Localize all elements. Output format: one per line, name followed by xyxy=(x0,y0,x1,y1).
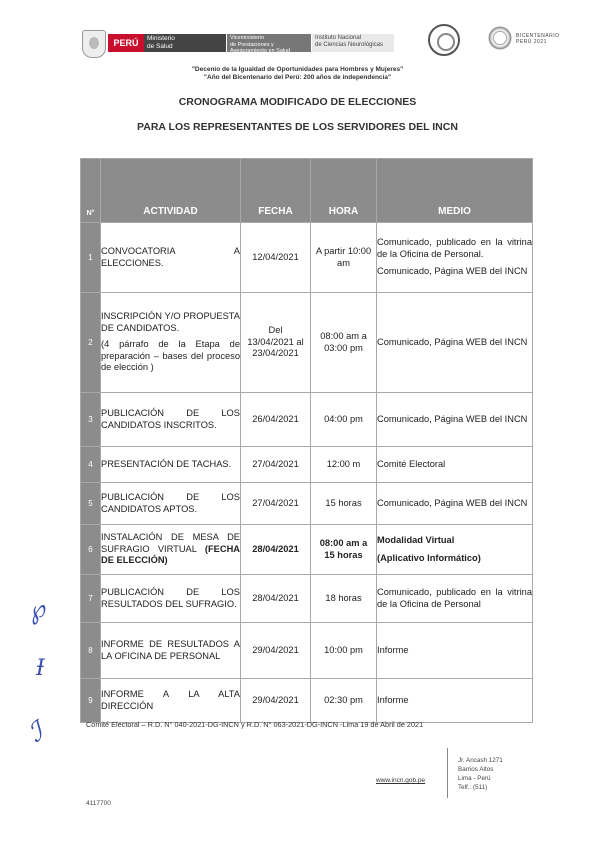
row-actividad: PUBLICACIÓN DE LOS CANDIDATOS APTOS. xyxy=(101,483,241,525)
row-medio: Comunicado, publicado en la vitrina de la Oficina de Personal. Comunicado, Página WEB del INCN xyxy=(377,223,533,293)
document-subtitle: PARA LOS REPRESENTANTES DE LOS SERVIDORES DEL INCN xyxy=(137,121,458,133)
row-num: 3 xyxy=(81,393,101,447)
row-hora: A partir 10:00 am xyxy=(311,223,377,293)
row-fecha: 27/04/2021 xyxy=(241,447,311,483)
table-header-row xyxy=(81,159,533,223)
decenio-text: "Decenio de la Igualdad de Oportunidades para Hombres y Mujeres" "Año del Bicentenario del Perú: 200 años de independencia" xyxy=(191,66,404,81)
schedule-table xyxy=(80,158,533,723)
document-title: CRONOGRAMA MODIFICADO DE ELECCIONES xyxy=(178,96,417,108)
row-actividad: PRESENTACIÓN DE TACHAS. xyxy=(101,447,241,483)
row-actividad: INSTALACIÓN DE MESA DE SUFRAGIO VIRTUAL (FECHA DE ELECCIÓN) xyxy=(101,525,241,575)
comite-note: Comité Electoral – R.D. N° 040-2021-DG-INCN y R.D. N° 063-2021-DG-INCN -Lima 19 de Abril de 2021 xyxy=(86,720,424,729)
row-medio: Comunicado, Página WEB del INCN xyxy=(377,393,533,447)
header-actividad: ACTIVIDAD xyxy=(101,159,241,223)
row-actividad: CONVOCATORIA A ELECCIONES. xyxy=(101,223,241,293)
row-num: 6 xyxy=(81,525,101,575)
row-fecha: 28/04/2021 xyxy=(241,575,311,623)
bicentenario-logo-icon xyxy=(486,24,514,52)
row-fecha: 29/04/2021 xyxy=(241,623,311,679)
row-medio: Informe xyxy=(377,623,533,679)
row-actividad: INFORME A LA ALTA DIRECCIÓN xyxy=(101,679,241,723)
row-num: 8 xyxy=(81,623,101,679)
row-num: 1 xyxy=(81,223,101,293)
row-actividad: INFORME DE RESULTADOS A LA OFICINA DE PERSONAL xyxy=(101,623,241,679)
table-row xyxy=(81,293,533,393)
row-actividad: PUBLICACIÓN DE LOS RESULTADOS DEL SUFRAGIO. xyxy=(101,575,241,623)
ministerio-label: Ministerio de Salud xyxy=(144,34,226,52)
address-block: Jr. Ancash 1271 Barrios Altos Lima - Perú Telf.: (511) xyxy=(458,757,503,791)
row-actividad: PUBLICACIÓN DE LOS CANDIDATOS INSCRITOS. xyxy=(101,393,241,447)
table-row xyxy=(81,483,533,525)
row-medio: Comité Electoral xyxy=(377,447,533,483)
row-actividad: INSCRIPCIÓN Y/O PROPUESTA DE CANDIDATOS. (4 párrafo de la Etapa de preparación – bases del proceso de elección ) xyxy=(101,293,241,393)
table-row xyxy=(81,223,533,293)
footer-divider xyxy=(447,748,448,798)
row-hora: 18 horas xyxy=(311,575,377,623)
peru-shield-icon xyxy=(82,30,106,58)
row-medio: Modalidad Virtual (Aplicativo Informático) xyxy=(377,525,533,575)
row-fecha: 12/04/2021 xyxy=(241,223,311,293)
handwritten-signature: ℘ xyxy=(23,593,50,627)
row-hora: 12:00 m xyxy=(311,447,377,483)
header-hora: HORA xyxy=(311,159,377,223)
header-num: N° xyxy=(81,159,101,223)
website-link[interactable]: www.incn.gob.pe xyxy=(376,777,426,784)
row-fecha: 27/04/2021 xyxy=(241,483,311,525)
row-medio: Comunicado, Página WEB del INCN xyxy=(377,483,533,525)
row-num: 7 xyxy=(81,575,101,623)
row-hora: 10:00 pm xyxy=(311,623,377,679)
row-fecha: 26/04/2021 xyxy=(241,393,311,447)
row-fecha: 29/04/2021 xyxy=(241,679,311,723)
header-fecha: FECHA xyxy=(241,159,311,223)
row-hora: 02:30 pm xyxy=(311,679,377,723)
row-num: 2 xyxy=(81,293,101,393)
table-row xyxy=(81,575,533,623)
row-medio: Comunicado, publicado en la vitrina de la Oficina de Personal xyxy=(377,575,533,623)
row-num: 9 xyxy=(81,679,101,723)
table-row xyxy=(81,447,533,483)
row-medio: Informe xyxy=(377,679,533,723)
row-num: 5 xyxy=(81,483,101,525)
row-hora: 04:00 pm xyxy=(311,393,377,447)
handwritten-signature: ℐ xyxy=(23,716,49,750)
table-row xyxy=(81,525,533,575)
row-hora: 08:00 am a 15 horas xyxy=(311,525,377,575)
table-row xyxy=(81,393,533,447)
document-code: 4117700 xyxy=(86,800,111,807)
row-fecha: Del 13/04/2021 al 23/04/2021 xyxy=(241,293,311,393)
table-row xyxy=(81,623,533,679)
peru-brand: PERÚ xyxy=(108,34,144,52)
handwritten-signature: Ɨ xyxy=(36,656,45,681)
row-medio: Comunicado, Página WEB del INCN xyxy=(377,293,533,393)
viceministerio-label: Viceministerio de Prestaciones y Aseguramiento en Salud xyxy=(227,34,311,52)
row-hora: 08:00 am a 03:00 pm xyxy=(311,293,377,393)
bicentenario-label: BICENTENARIO PERÚ 2021 xyxy=(516,33,560,45)
row-fecha: 28/04/2021 xyxy=(241,525,311,575)
instituto-label: Instituto Nacional de Ciencias Neurológicas xyxy=(312,34,394,52)
row-hora: 15 horas xyxy=(311,483,377,525)
table-row xyxy=(81,679,533,723)
incn-logo-icon xyxy=(428,24,460,56)
row-num: 4 xyxy=(81,447,101,483)
header-medio: MEDIO xyxy=(377,159,533,223)
